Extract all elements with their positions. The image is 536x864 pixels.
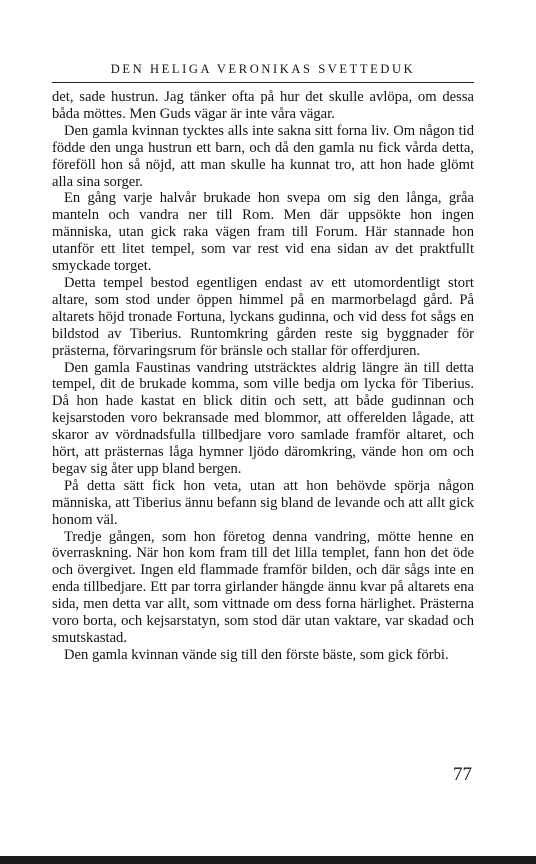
running-header: DEN HELIGA VERONIKAS SVETTEDUK xyxy=(110,62,416,76)
paragraph: Den gamla kvinnan vände sig till den förste bäste, som gick förbi. xyxy=(64,646,449,663)
paragraph: Tredje gången, som hon företog denna vandring, mötte henne en överraskning. När hon kom fram till det lilla templet, fann hon det öde och övergivet. Ingen eld flammade framför bilden, och där sågs inte en enda tillbedjare. Ett par torra girlander hängde ännu kvar på altarets ena sida, men detta var allt, som vittnade om dess forna härlighet. Prästerna voro borta, och kejsarstatyn, som stod där utan vaktare, var skadad och smutskastad. xyxy=(52,528,474,646)
page-number: 77 xyxy=(453,764,472,785)
paragraph: Detta tempel bestod egentligen endast av ett utomordentligt stort altare, som stod under öppen himmel på en marmorbelagd gård. På altarets höjd tronade Fortuna, lyckans gudinna, och vid dess fot sågs en bildstod av Tiberius. Runtomkring gården reste sig byggnader för prästerna, förvaringsrum för bränsle och stallar för offerdjuren. xyxy=(52,274,474,359)
paragraph: det, sade hustrun. Jag tänker ofta på hur det skulle avlöpa, om dessa båda möttes. Men Guds vägar är inte våra vägar. xyxy=(52,89,474,122)
page-bottom-edge xyxy=(0,856,536,864)
paragraph: På detta sätt fick hon veta, utan att hon behövde spörja någon människa, att Tiberius ännu befann sig bland de levande och att allt gick honom väl. xyxy=(52,477,474,528)
paragraph: En gång varje halvår brukade hon svepa om sig den långa, gråa manteln och vandra ner till Rom. Men där uppsökte hon ingen människa, utan gick raka vägen fram till Forum. Här stannade hon utanför ett litet tempel, som var rest vid ena sidan av det praktfullt smyckade torget. xyxy=(52,190,474,275)
header-rule xyxy=(52,82,474,83)
body-text xyxy=(52,89,474,664)
paragraph: Den gamla Faustinas vandring utsträcktes aldrig längre än till detta tempel, dit de brukade komma, som ville bedja om lycka för Tiberius. Då hon hade kastat en blick ditin och sett, att både gudinnan och kejsarstoden voro bekransade med blommor, att offerelden lågade, att skaror av vördnadsfulla tillbedjare voro samlade framför altaret, och hört, att prästernas låga hymner ljödo däromkring, vände hon om och begav sig åter upp bland bergen. xyxy=(52,359,474,477)
paragraph: Den gamla kvinnan tycktes alls inte sakna sitt forna liv. Om någon tid födde den unga hustrun ett barn, och då den gamla nu fick vårda detta, föreföll hon så nöjd, att man skulle ha kunnat tro, att hon hade glömt alla sina sorger. xyxy=(52,122,474,190)
